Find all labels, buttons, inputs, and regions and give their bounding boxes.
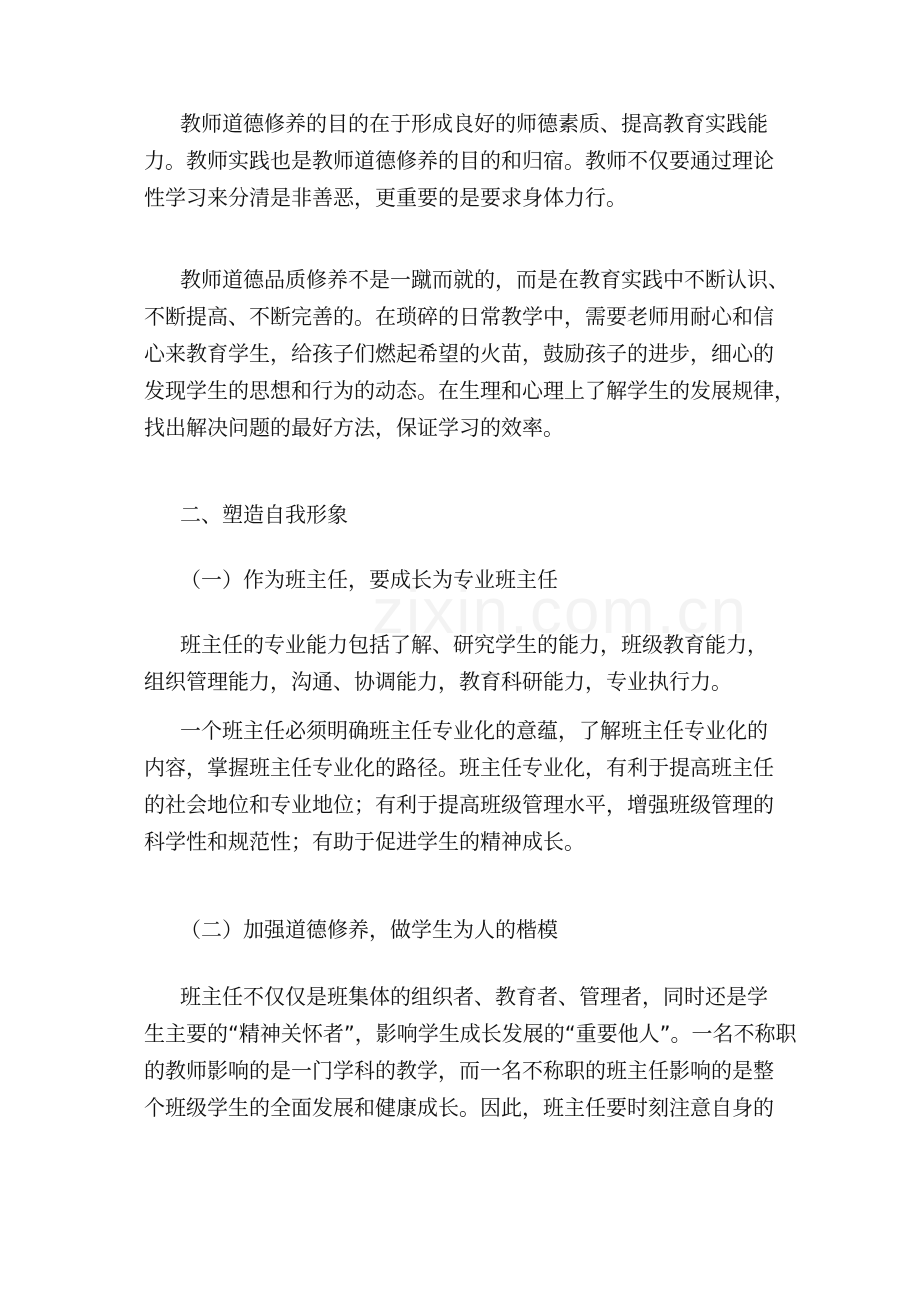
text-line: 一个班主任必须明确班主任专业化的意蕴，了解班主任专业化的 (180, 719, 768, 743)
text-line: 不断提高、不断完善的。在琐碎的日常教学中，需要老师用耐心和信 (144, 305, 774, 329)
subheading-professional-head-teacher (144, 562, 804, 599)
text-line: 的教师影响的是一门学科的教学，而一名不称职的班主任影响的是整 (144, 1059, 774, 1083)
text-line: 班主任的专业能力包括了解、研究学生的能力，班级教育能力， (180, 633, 768, 657)
text-line: 班主任不仅仅是班集体的组织者、教育者、管理者，同时还是学 (180, 985, 768, 1009)
section-heading-self-image (144, 497, 804, 534)
text-line: 力。教师实践也是教师道德修养的目的和归宿。教师不仅要通过理论 (144, 149, 774, 173)
text-line: 教师道德修养的目的在于形成良好的师德素质、提高教育实践能 (180, 112, 768, 136)
text-line: 内容，掌握班主任专业化的路径。班主任专业化，有利于提高班主任 (144, 756, 774, 780)
paragraph-spiritual-caretaker (144, 979, 804, 1127)
text-line: 教师道德品质修养不是一蹴而就的，而是在教育实践中不断认识、 (180, 268, 789, 292)
subheading-role-model (144, 912, 804, 949)
subsection-heading: （一）作为班主任，要成长为专业班主任 (180, 568, 558, 592)
text-line: 性学习来分清是非善恶，更重要的是要求身体力行。 (144, 186, 627, 210)
paragraph-professional-abilities (144, 627, 804, 701)
subsection-heading: （二）加强道德修养，做学生为人的楷模 (180, 918, 558, 942)
text-line: 科学性和规范性；有助于促进学生的精神成长。 (144, 830, 585, 854)
text-line: 个班级学生的全面发展和健康成长。因此，班主任要时刻注意自身的 (144, 1096, 774, 1120)
section-heading: 二、塑造自我形象 (180, 503, 348, 527)
paragraph-moral-quality (144, 262, 804, 447)
text-line: 发现学生的思想和行为的动态。在生理和心理上了解学生的发展规律， (144, 379, 795, 403)
text-line: 心来教育学生，给孩子们燃起希望的火苗，鼓励孩子的进步，细心的 (144, 342, 774, 366)
text-line: 的社会地位和专业地位；有利于提高班级管理水平，增强班级管理的 (144, 793, 774, 817)
text-line: 找出解决问题的最好方法，保证学习的效率。 (144, 416, 564, 440)
paragraph-professionalization (144, 713, 804, 861)
text-line: 组织管理能力，沟通、协调能力，教育科研能力，专业执行力。 (144, 670, 732, 694)
text-line: 生主要的“精神关怀者”，影响学生成长发展的“重要他人”。一名不称职 (144, 1022, 797, 1046)
paragraph-moral-cultivation-purpose (144, 106, 804, 217)
